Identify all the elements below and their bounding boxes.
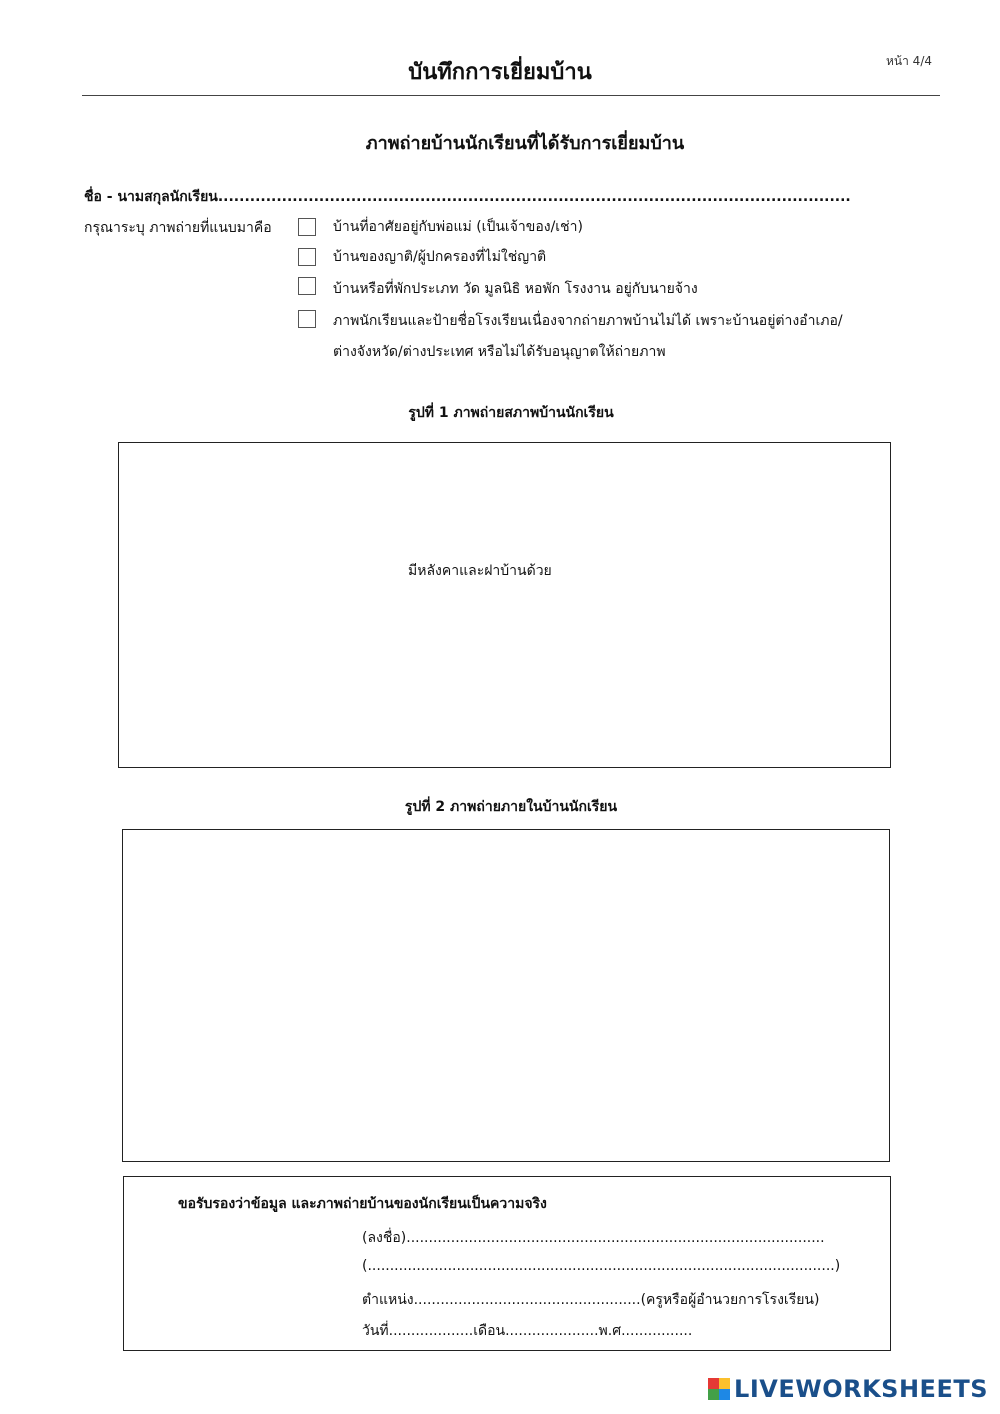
logo-text: LIVEWORKSHEETS bbox=[734, 1375, 988, 1403]
option-1-label: บ้านที่อาศัยอยู่กับพ่อแม่ (เป็นเจ้าของ/เช่า) bbox=[333, 219, 583, 235]
photo-2-caption: รูปที่ 2 ภาพถ่ายภายในบ้านนักเรียน bbox=[404, 799, 618, 815]
student-name-field[interactable]: ชื่อ - นามสกุลนักเรียน....................................................................................................................... bbox=[84, 189, 851, 205]
option-1-checkbox[interactable] bbox=[298, 218, 316, 236]
option-3-checkbox[interactable] bbox=[298, 277, 316, 295]
option-4-label: ภาพนักเรียนและป้ายชื่อโรงเรียนเนื่องจากถ่ายภาพบ้านไม่ได้ เพราะบ้านอยู่ต่างอำเภอ/ bbox=[333, 313, 843, 329]
photo-1-caption: รูปที่ 1 ภาพถ่ายสภาพบ้านนักเรียน bbox=[408, 405, 614, 421]
option-2-label: บ้านของญาติ/ผู้ปกครองที่ไม่ใช่ญาติ bbox=[333, 249, 547, 265]
option-3-label: บ้านหรือที่พักประเภท วัด มูลนิธิ หอพัก โรงงาน อยู่กับนายจ้าง bbox=[333, 281, 698, 297]
section-title: ภาพถ่ายบ้านนักเรียนที่ได้รับการเยี่ยมบ้าน bbox=[365, 133, 685, 154]
option-4-checkbox[interactable] bbox=[298, 310, 316, 328]
header-divider bbox=[82, 95, 940, 96]
photo-2-box[interactable] bbox=[122, 829, 890, 1162]
photo-1-answer-text[interactable]: มีหลังคาและฝาบ้านด้วย bbox=[408, 563, 552, 579]
logo-square-green bbox=[708, 1389, 719, 1400]
position-line[interactable]: ตำแหน่ง...................................................(ครูหรือผู้อำนวยการโรงเรียน) bbox=[362, 1292, 820, 1308]
logo-square-blue bbox=[719, 1389, 730, 1400]
page-number: หน้า 4/4 bbox=[886, 54, 932, 68]
option-4-label-continued: ต่างจังหวัด/ต่างประเทศ หรือไม่ได้รับอนุญาตให้ถ่ายภาพ bbox=[333, 344, 666, 360]
logo-square-yellow bbox=[719, 1378, 730, 1389]
option-2-checkbox[interactable] bbox=[298, 248, 316, 266]
photo-type-prompt: กรุณาระบุ ภาพถ่ายที่แนบมาคือ bbox=[84, 220, 272, 236]
certification-statement: ขอรับรองว่าข้อมูล และภาพถ่ายบ้านของนักเรียนเป็นความจริง bbox=[178, 1196, 547, 1212]
document-title: บันทึกการเยี่ยมบ้าน bbox=[408, 60, 592, 85]
logo-square-red bbox=[708, 1378, 719, 1389]
date-line[interactable]: วันที่...................เดือน.....................พ.ศ................ bbox=[362, 1323, 693, 1339]
logo-mark-icon bbox=[708, 1378, 730, 1400]
photo-1-box[interactable] bbox=[118, 442, 891, 768]
signer-name-line[interactable]: (.........................................................................................................) bbox=[362, 1258, 841, 1274]
liveworksheets-logo bbox=[708, 1374, 988, 1404]
signature-line[interactable]: (ลงชื่อ).............................................................................................. bbox=[362, 1230, 825, 1246]
